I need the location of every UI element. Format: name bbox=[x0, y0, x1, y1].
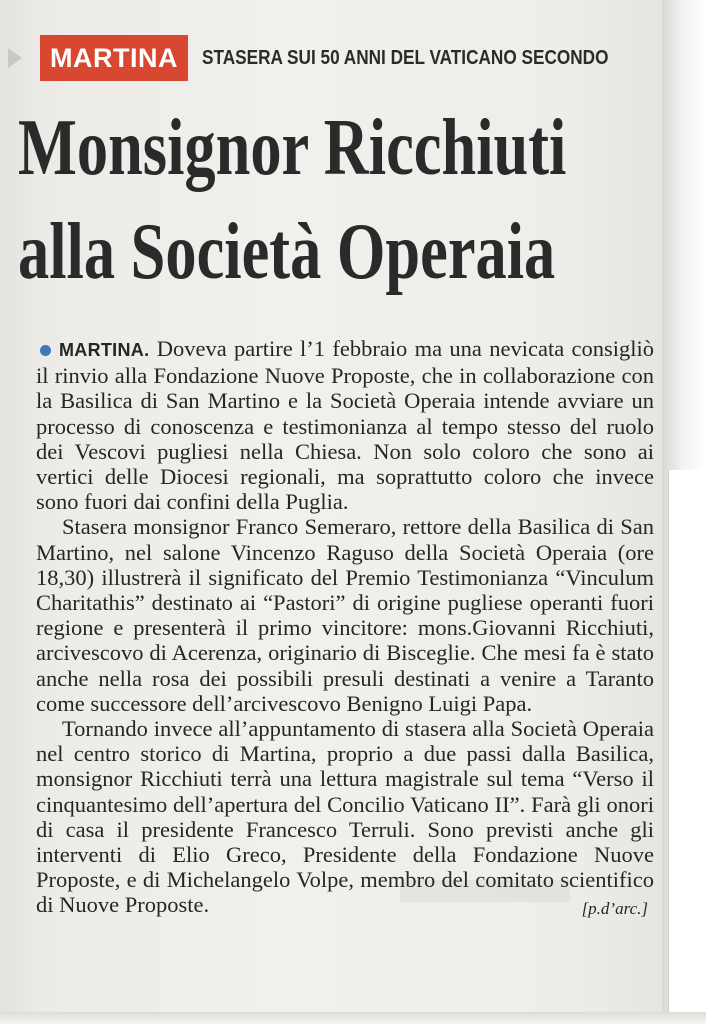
paragraph-1 bbox=[36, 336, 654, 514]
headline bbox=[18, 96, 658, 304]
page-bottom-edge bbox=[0, 1012, 706, 1024]
paragraph-3 bbox=[36, 716, 654, 918]
page-edge-lower bbox=[668, 470, 706, 1024]
binding-notch bbox=[8, 48, 22, 68]
headline-line-2: alla Società Operaia bbox=[18, 208, 556, 296]
headline-line-1: Monsignor Ricchiuti bbox=[18, 104, 567, 192]
dateline: MARTINA. bbox=[59, 340, 150, 360]
section-tag: MARTINA bbox=[40, 35, 188, 81]
paragraph-3-text: Tornando invece all’appuntamento di stasera alla Società Operaia nel centro storico di Martina, proprio a due passi dalla Basilica, monsignor Ricchiuti terrà una lettura magistrale sul tema “Verso il cinquantesimo dell’apertura del Concilio Vaticano II”. Farà gli onori di casa il presidente Francesco Terruli. Sono previsti anche gli interventi di Elio Greco, Presidente della Fondazione Nuove Proposte, e di Michelangelo Volpe, membro del comitato scientifico di Nuove Proposte. bbox=[36, 716, 654, 918]
paragraph-2: Stasera monsignor Franco Semeraro, rettore della Basilica di San Martino, nel salone Vincenzo Raguso della Società Operaia (ore 18,30) illustrerà il significato del Premio Testimonianza “Vinculum Charitathis” destinato ai “Pastori” di origine pugliese operanti fuori regione e presenterà il primo vincitore: mons.Giovanni Ricchiuti, arcivescovo di Acerenza, originario di Bisceglie. Che mesi fa è stato anche nella rosa dei possibili presuli destinati a venire a Taranto come successore dell’arcivescovo Benigno Luigi Papa. bbox=[36, 514, 654, 716]
kicker-text: STASERA SUI 50 ANNI DEL VATICANO SECONDO bbox=[201, 46, 609, 69]
kicker-bar bbox=[40, 34, 675, 82]
article-body bbox=[36, 336, 654, 922]
paragraph-1-text: Doveva partire l’1 febbraio ma una nevicata consigliò il rinvio alla Fondazione Nuove Proposte, che in collaborazione con la Basilica di San Martino e la Società Operaia intende avviare un processo di conoscenza e testimonianza al tempo stesso del ruolo dei Vescovi pugliesi nella Chiesa. Non solo coloro che sono ai vertici delle Diocesi regionali, ma soprattutto coloro che invece sono fuori dai confini della Puglia. bbox=[36, 336, 655, 515]
author-signature: [p.d’arc.] bbox=[581, 899, 648, 919]
bullet-icon bbox=[40, 345, 51, 356]
